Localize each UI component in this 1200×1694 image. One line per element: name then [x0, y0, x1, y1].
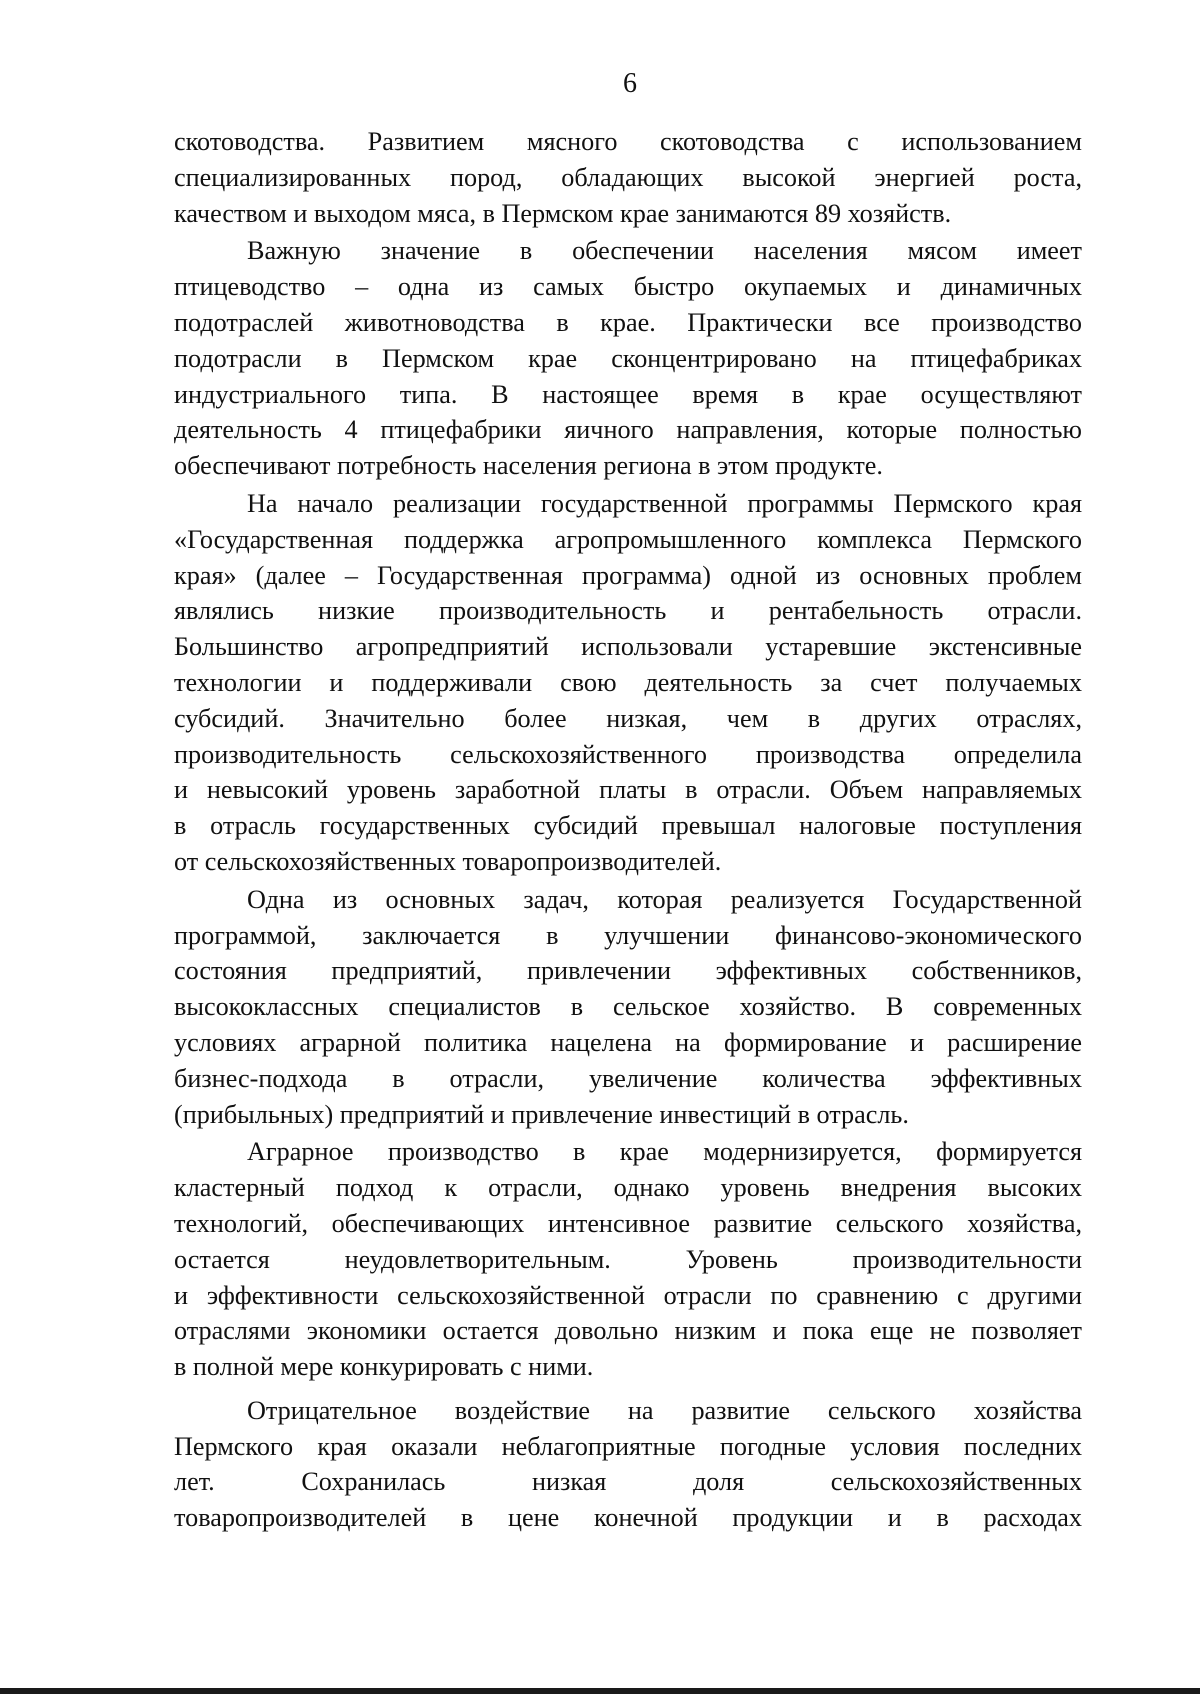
page-number: 6 — [623, 68, 637, 99]
text-line: «Государственная поддержка агропромышленного комплекса Пермского — [174, 524, 1082, 554]
paragraph-6 — [174, 1393, 1082, 1536]
text-line: Большинство агропредприятий использовали устаревшие экстенсивные — [174, 632, 1082, 662]
text-line: Одна из основных задач, которая реализуется Государственной — [247, 884, 1082, 914]
paragraph-5 — [174, 1134, 1082, 1385]
text-line: и невысокий уровень заработной платы в отрасли. Объем направляемых — [174, 775, 1082, 805]
text-line: и эффективности сельскохозяйственной отрасли по сравнению с другими — [174, 1280, 1082, 1310]
text-line: остается неудовлетворительным. Уровень производительности — [174, 1244, 1082, 1274]
text-line: субсидий. Значительно более низкая, чем в других отраслях, — [174, 703, 1082, 733]
text-line: товаропроизводителей в цене конечной продукции и в расходах — [174, 1503, 1082, 1533]
text-line: являлись низкие производительность и рентабельность отрасли. — [174, 596, 1082, 626]
text-line: технологии и поддерживали свою деятельность за счет получаемых — [174, 667, 1082, 697]
text-line: Аграрное производство в крае модернизируется, формируется — [247, 1137, 1082, 1167]
text-line: технологий, обеспечивающих интенсивное развитие сельского хозяйства, — [174, 1208, 1082, 1238]
text-line: специализированных пород, обладающих высокой энергией роста, — [174, 162, 1082, 192]
text-line: высококлассных специалистов в сельское хозяйство. В современных — [174, 992, 1082, 1022]
text-line: программой, заключается в улучшении финансово-экономического — [174, 920, 1082, 950]
scan-bottom-edge — [0, 1688, 1200, 1694]
document-body — [174, 124, 1082, 1536]
paragraph-3 — [174, 486, 1082, 880]
text-line: подотрасли в Пермском крае сконцентрировано на птицефабриках — [174, 343, 1082, 373]
text-line: подотраслей животноводства в крае. Практически все производство — [174, 307, 1082, 337]
text-line: Важную значение в обеспечении населения мясом имеет — [247, 236, 1082, 266]
text-line: деятельность 4 птицефабрики яичного направления, которые полностью — [174, 415, 1082, 445]
text-line: состояния предприятий, привлечении эффективных собственников, — [174, 956, 1082, 986]
text-line: индустриального типа. В настоящее время в крае осуществляют — [174, 379, 1082, 409]
text-line: лет. Сохранилась низкая доля сельскохозяйственных — [174, 1467, 1082, 1497]
paragraph-4 — [174, 882, 1082, 1133]
text-line: обеспечивают потребность населения региона в этом продукте. — [174, 451, 883, 481]
text-line: бизнес-подхода в отрасли, увеличение количества эффективных — [174, 1063, 1082, 1093]
text-line: Отрицательное воздействие на развитие сельского хозяйства — [247, 1395, 1082, 1425]
text-line: На начало реализации государственной программы Пермского края — [247, 488, 1082, 518]
text-line: производительность сельскохозяйственного производства определила — [174, 739, 1082, 769]
paragraph-1 — [174, 124, 1082, 231]
text-line: края» (далее – Государственная программа) одной из основных проблем — [174, 560, 1082, 590]
text-line: (прибыльных) предприятий и привлечение инвестиций в отрасль. — [174, 1099, 909, 1129]
text-line: условиях аграрной политика нацелена на формирование и расширение — [174, 1027, 1082, 1057]
paragraph-2 — [174, 233, 1082, 484]
text-line: от сельскохозяйственных товаропроизводителей. — [174, 846, 722, 876]
text-line: кластерный подход к отрасли, однако уровень внедрения высоких — [174, 1173, 1082, 1203]
text-line: качеством и выходом мяса, в Пермском крае занимаются 89 хозяйств. — [174, 198, 952, 228]
text-line: Пермского края оказали неблагоприятные погодные условия последних — [174, 1431, 1082, 1461]
text-line: птицеводство – одна из самых быстро окупаемых и динамичных — [174, 272, 1082, 302]
text-line: в полной мере конкурировать с ними. — [174, 1352, 594, 1382]
text-line: в отрасль государственных субсидий превышал налоговые поступления — [174, 811, 1082, 841]
text-line: отраслями экономики остается довольно низким и пока еще не позволяет — [174, 1316, 1082, 1346]
text-line: скотоводства. Развитием мясного скотоводства с использованием — [174, 127, 1082, 156]
